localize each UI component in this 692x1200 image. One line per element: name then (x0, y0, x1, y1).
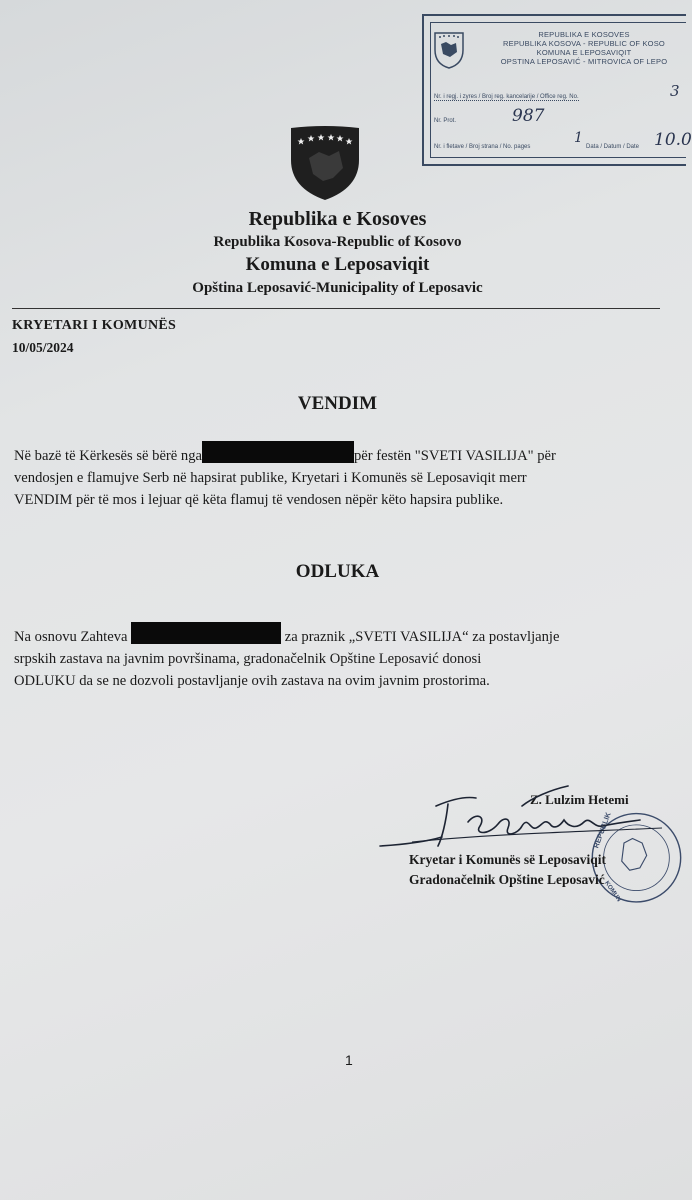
section-title-odluka: ODLUKA (295, 561, 380, 582)
header-republic: Republika e Kosoves (248, 208, 427, 230)
stamp-pages-label: Nr. i fletave / Broj strana / No. pages (434, 144, 531, 150)
page-number: 1 (345, 1052, 353, 1068)
handwritten-signature (372, 782, 672, 862)
stamp-registry-label: Nr. i regj. i zyres / Broj reg. kancelarije / Office reg. No. (434, 94, 579, 100)
document-date: 10/05/2024 (12, 340, 74, 355)
odluka-line-1 (14, 622, 660, 648)
stamp-line-1: REPUBLIKA E KOSOVES (538, 30, 630, 39)
stamp-registry-value: 3 (670, 82, 680, 100)
stamp-line-4: OPSTINA LEPOSAVIĆ - MITROVICA OF LEPO (500, 57, 668, 66)
svg-text:REPUBLIK: REPUBLIK (591, 810, 613, 850)
coat-of-arms-icon (432, 30, 466, 70)
stamp-row-protocol (434, 106, 684, 126)
signatory-title-sr: Gradonačelnik Opštine Leposavić (409, 872, 605, 887)
stamp-row-registry (434, 82, 684, 100)
section-body-vendim (14, 441, 660, 511)
stamp-line-2: REPUBLIKA KOSOVA - REPUBLIC OF KOSO (503, 39, 665, 48)
section-title-vendim: VENDIM (297, 393, 378, 414)
kosovo-emblem-icon (289, 124, 361, 202)
registry-stamp (422, 14, 692, 166)
stamp-date-value: 10.0 (654, 130, 692, 150)
stamp-protocol-label: Nr. Prot. (434, 118, 457, 124)
odluka-line-1b: za praznik „SVETI VASILIJA“ za postavljanje (284, 629, 560, 645)
stamp-pages-value: 1 (574, 130, 583, 146)
signatory-title-sq: Kryetar i Komunës së Leposaviqit (409, 852, 606, 867)
header-municipality: Komuna e Leposaviqit (245, 254, 430, 275)
redaction-block (131, 622, 281, 644)
svg-text:KOMUN: KOMUN (603, 879, 623, 904)
signatory-name: Z. Lulzim Hetemi (530, 792, 629, 807)
odluka-line-3: ODLUKU da se ne dozvoli postavljanje ovih zastava na ovim javnim prostorima. (14, 673, 490, 689)
vendim-line-1 (14, 441, 660, 467)
stamp-header (484, 30, 684, 66)
stamp-row-pages (434, 130, 692, 150)
stamp-line-3: KOMUNA E LEPOSAVIQIT (536, 48, 632, 57)
odluka-line-1a: Na osnovu Zahteva (14, 629, 128, 645)
redaction-block (202, 441, 354, 463)
header-republic-translations: Republika Kosova-Republic of Kosovo (213, 234, 462, 250)
odluka-line-2: srpskih zastava na javnim površinama, gradonačelnik Opštine Leposavić donosi (14, 651, 482, 667)
vendim-line-3: VENDIM për të mos i lejuar që këta flamuj të vendosen nëpër këto hapsira publike. (14, 492, 504, 508)
vendim-line-1a: Në bazë të Kërkesës së bërë nga (14, 448, 202, 464)
section-body-odluka (14, 622, 660, 692)
stamp-date-label: Data / Datum / Date (586, 144, 640, 150)
vendim-line-2: vendosjen e flamujve Serb në hapsirat publike, Kryetari i Komunës së Leposaviqit merr (14, 470, 527, 486)
header-municipality-translations: Opština Leposavić-Municipality of Leposavic (192, 280, 483, 296)
vendim-line-1b: për festën "SVETI VASILIJA" për (354, 448, 556, 464)
stamp-protocol-value: 987 (512, 106, 545, 126)
header-divider (12, 308, 660, 309)
office-label: KRYETARI I KOMUNËS (12, 318, 177, 333)
